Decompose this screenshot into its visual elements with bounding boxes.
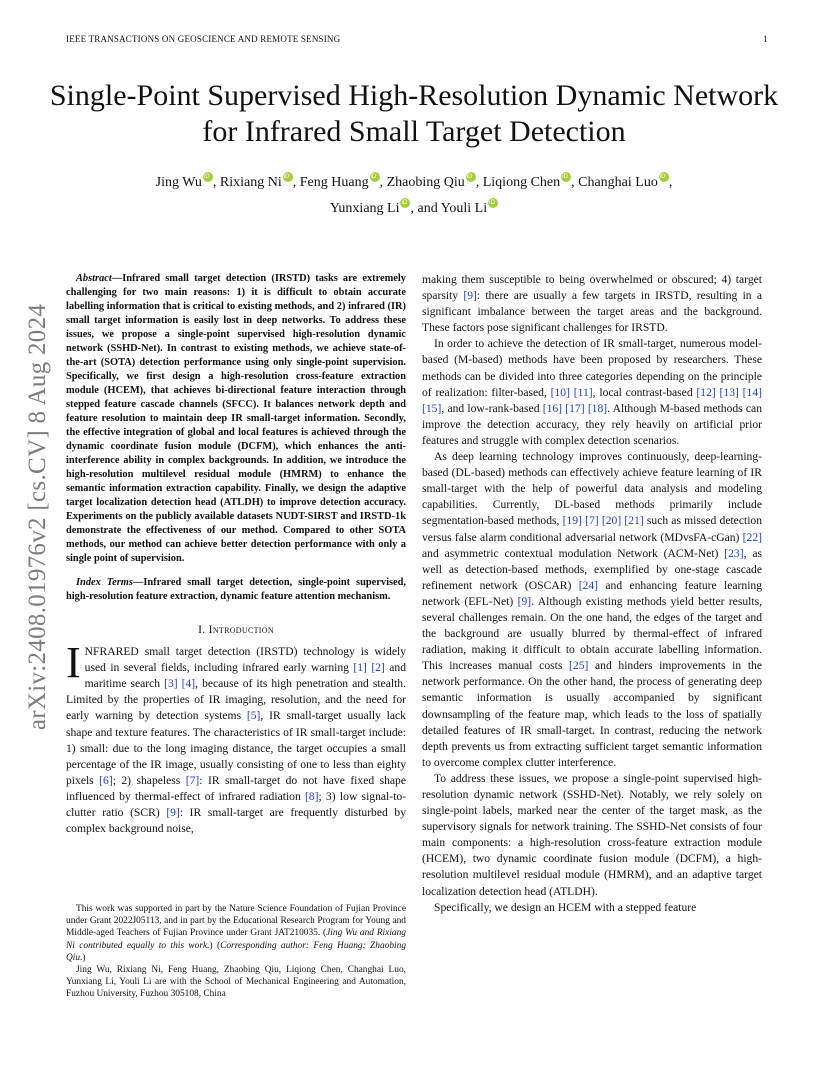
index-terms-label: Index Terms (76, 577, 133, 588)
body-text: and maritime search (84, 661, 406, 691)
orcid-icon[interactable] (400, 198, 410, 208)
citation-link[interactable]: [4] (181, 677, 196, 691)
body-text: ; 2) shapeless (112, 773, 186, 787)
intro-paragraph-1 (66, 638, 406, 837)
citation-link[interactable]: [11] (573, 385, 593, 399)
index-terms-text: —Infrared small target detection, single-point supervised, high-resolution feature extraction, dynamic feature attention mechanism. (66, 577, 406, 602)
citation-link[interactable]: [16] (542, 401, 563, 415)
citation-link[interactable]: [5] (246, 709, 261, 723)
footnote-close: ) (82, 952, 86, 963)
citation-link[interactable]: [10] (550, 385, 570, 399)
section-numeral: I. (198, 623, 206, 636)
citation-link[interactable]: [25] (569, 659, 589, 673)
orcid-icon[interactable] (466, 172, 476, 182)
arxiv-identifier: arXiv:2408.01976v2 [cs.CV] 8 Aug 2024 (24, 303, 51, 731)
body-text: and asymmetric contextual modulation Network (ACM-Net) (422, 546, 725, 560)
author-list (60, 170, 768, 222)
citation-link[interactable]: [20] (601, 514, 622, 528)
citation-link[interactable]: [14] (742, 385, 762, 399)
citation-link[interactable]: [13] (719, 385, 739, 399)
citation-link[interactable]: [23] (724, 546, 744, 560)
intro-text (66, 638, 406, 836)
funding-text: This work was supported in part by the Nature Science Foundation of Fujian Province under Grant 2022J05113, and in part by the Educational Research Program for Young and Middle-aged Teachers of Fujian Province under Grant JAT210035. ( (66, 904, 406, 939)
section-title: Introduction (208, 623, 274, 636)
abstract-label: Abstract (76, 273, 112, 284)
citation-link[interactable]: [24] (578, 578, 599, 592)
abstract-text: —Infrared small target detection (IRSTD) tasks are extremely challenging for two main reasons: 1) it is difficult to obtain accurate labelling information that is critical to existing methods, and 2) infrared (IR) small target information is easily lost in deep networks. To address these issues, we propose a single-point supervised high-resolution dynamic network (SSHD-Net). In contrast to existing methods, we achieve state-of-the-art (SOTA) detection performance using only single-point supervision. Specifically, we first design a high-resolution cross-feature extraction module (HCEM), that achieves bi-directional feature interaction through stepped feature cascade channels (SFCC). It balances network depth and feature resolution to maintain deep IR small-target information. Secondly, the effective integration of global and local features is achieved through the dynamic coordinate fusion module (DCFM), which enhances the anti-interference ability in complex backgrounds. In addition, we introduce the high-resolution multilevel residual module (HMRM) to enhance the semantic information extraction capability. Finally, we design the adaptive target localization detection head (ATLDH) to improve detection accuracy. Experiments on the publicly available datasets NUDT-SIRST and IRSTD-1k demonstrate the effectiveness of our method. Compared to other SOTA methods, our method can achieve better detection performance with only a single point of supervision. (66, 273, 406, 564)
body-text: : IR small-target do not have fixed shape influenced by thermal-effect of infrared radiation (66, 773, 406, 803)
citation-link[interactable]: [9] (517, 594, 532, 608)
funding-note (66, 903, 406, 964)
citation-link[interactable]: [18] (587, 401, 608, 415)
citation-link[interactable]: [22] (742, 530, 762, 544)
body-text: . Although existing methods yield better results, several challenges remain. On the one hand, the edges of the target and the background are usually blurred by thermal-effect of infrared radiation, making it difficult to obtain accurate labelling information. This increases manual costs (422, 594, 762, 673)
footnote-separator: ) ( (209, 940, 221, 951)
citation-link[interactable]: [8] (305, 789, 319, 803)
citation-link[interactable]: [21] (624, 514, 644, 528)
orcid-icon[interactable] (203, 172, 213, 182)
intro-paragraph-2 (422, 336, 762, 449)
author-line-2: Yunxiang LiiD , and Youli LiiD (60, 196, 768, 222)
citation-link[interactable]: [7] (185, 773, 200, 787)
author-line-1: Jing WuiD , Rixiang NiiD , Feng HuangiD , Zhaobing QiuiD , Liqiong CheniD , Changhai LuoiD , (60, 170, 768, 196)
citation-link[interactable]: [1] (353, 661, 367, 675)
citation-link[interactable]: [9] (463, 289, 477, 303)
abstract (66, 272, 406, 566)
author-name: Jing Wu (155, 175, 202, 190)
body-text: . Although M-based methods can improve the detection accuracy, they rely heavily on artificial prior features and struggle with complex detection scenarios. (422, 401, 762, 447)
author-name: Feng Huang (299, 175, 369, 190)
corresponding-author-note: Corresponding author: Feng Huang; Zhaobing Qiu. (66, 940, 407, 963)
body-text: and hinders improvements in the network performance. On the other hand, the process of generating deep semantic information is usually accompanied by significant downsampling of the feature map, which leads to the loss of spatially detailed features of IR small-target. In contrast, reducing the network depth prevents us from extracting sufficient target semantic information to overcome complex clutter interference. (422, 659, 763, 769)
body-text: , IR small-target usually lack shape and texture features. The characteristics of IR small-target include: 1) small: due to the long imaging distance, the target occupies a small percentage of the IR image, usually consisting of one to less than eighty pixels (66, 709, 406, 787)
arxiv-sidebar (18, 282, 58, 752)
equal-contribution-note: Jing Wu and Rixiang Ni contributed equally to this work. (66, 928, 406, 951)
orcid-icon[interactable] (370, 172, 380, 182)
intro-paragraph-5: Specifically, we design an HCEM with a stepped feature (434, 900, 697, 914)
citation-link[interactable]: [3] (164, 677, 178, 691)
intro-paragraph-4: To address these issues, we propose a single-point supervised high-resolution dynamic network (SSHD-Net). Notably, we rely solely on single-point labels, marked near the center of the target mask, as the supervisory signals for network training. The SSHD-Net consists of four main components: a high-resolution cross-feature extraction module (HCEM), two dynamic coordinate fusion module (DCFM), a high-resolution multilevel residual module (HMRM), and an adaptive target localization detection head (ATLDH). (422, 771, 762, 898)
citation-link[interactable]: [12] (696, 385, 716, 399)
journal-name: IEEE TRANSACTIONS ON GEOSCIENCE AND REMOTE SENSING (66, 34, 341, 44)
orcid-icon[interactable] (561, 172, 571, 182)
paper-title: Single-Point Supervised High-Resolution Dynamic Network for Infrared Small Target Detection (49, 79, 779, 148)
drop-cap: I (66, 638, 81, 688)
body-text: , as well as detection-based methods, exemplified by one-stage cascade refinement network (OSCAR) (422, 546, 762, 592)
body-text: , because of its high penetration and stealth. Limited by the properties of IR imaging, resolution, and the need for early warning by detection systems (66, 677, 406, 723)
citation-link[interactable]: [7] (585, 514, 599, 528)
intro-paragraph-1-cont (422, 272, 762, 336)
running-head (66, 34, 768, 48)
author-name: Changhai Luo (578, 175, 658, 190)
page-number: 1 (763, 34, 768, 44)
author-name: Zhaobing Qiu (386, 175, 465, 190)
body-text: making them susceptible to being overwhelmed or obscured; 4) target sparsity (422, 273, 762, 303)
author-name: Rixiang Ni (219, 175, 282, 190)
citation-link[interactable]: [15] (422, 401, 442, 415)
right-column (422, 272, 762, 916)
intro-paragraph-3 (422, 449, 762, 771)
orcid-icon[interactable] (659, 172, 669, 182)
citation-link[interactable]: [9] (166, 806, 180, 820)
author-name: Liqiong Chen (482, 175, 561, 190)
author-name: Yunxiang Li (329, 201, 400, 216)
footnote (66, 903, 406, 1001)
body-text: : IR small-target are frequently disturbed by complex background noise, (66, 806, 406, 836)
left-column (66, 272, 406, 837)
affiliation-note: Jing Wu, Rixiang Ni, Feng Huang, Zhaobing Qiu, Liqiong Chen, Changhai Luo, Yunxiang Li, Youli Li are with the School of Mechanical Engineering and Automation, Fuzhou University, Fuzhou 305108, China (66, 965, 406, 1000)
citation-link[interactable]: [2] (371, 661, 385, 675)
orcid-icon[interactable] (283, 172, 293, 182)
body-text: such as missed detection versus false alarm conditional adversarial network (MDvsFA-cGan) (422, 514, 763, 544)
body-text: ; 3) low signal-to-clutter ratio (SCR) (66, 789, 406, 820)
body-text: : there are usually a few targets in IRSTD, resulting in a significant imbalance between the target areas and the background. These factors pose significant challenges for IRSTD. (422, 289, 762, 335)
body-text: , and low-rank-based (441, 401, 543, 415)
citation-link[interactable]: [17] (565, 401, 585, 415)
body-text: As deep learning technology improves continuously, deep-learning-based (DL-based) methods can effectively achieve feature learning of IR small-target with the help of powerful data analysis and modeling capabilities. Currently, DL-based methods primarily include segmentation-based methods, (422, 450, 762, 528)
lead-word: NFRARED (84, 645, 139, 659)
body-text: , local contrast-based (592, 385, 697, 399)
citation-link[interactable]: [19] (562, 514, 582, 528)
body-text: and enhancing feature learning network (EFL-Net) (422, 578, 763, 608)
index-terms (66, 576, 406, 604)
orcid-icon[interactable] (488, 198, 498, 208)
body-text: small target detection (IRSTD) technology is widely used in several fields, including infrared early warning (84, 645, 406, 675)
citation-link[interactable]: [6] (99, 773, 113, 787)
body-text: In order to achieve the detection of IR small-target, numerous model-based (M-based) methods have been proposed by researchers. These methods can be divided into three categories depending on the principle of realization: filter-based, (422, 337, 762, 399)
author-name: and Youli Li (417, 201, 488, 216)
section-heading (66, 622, 406, 638)
